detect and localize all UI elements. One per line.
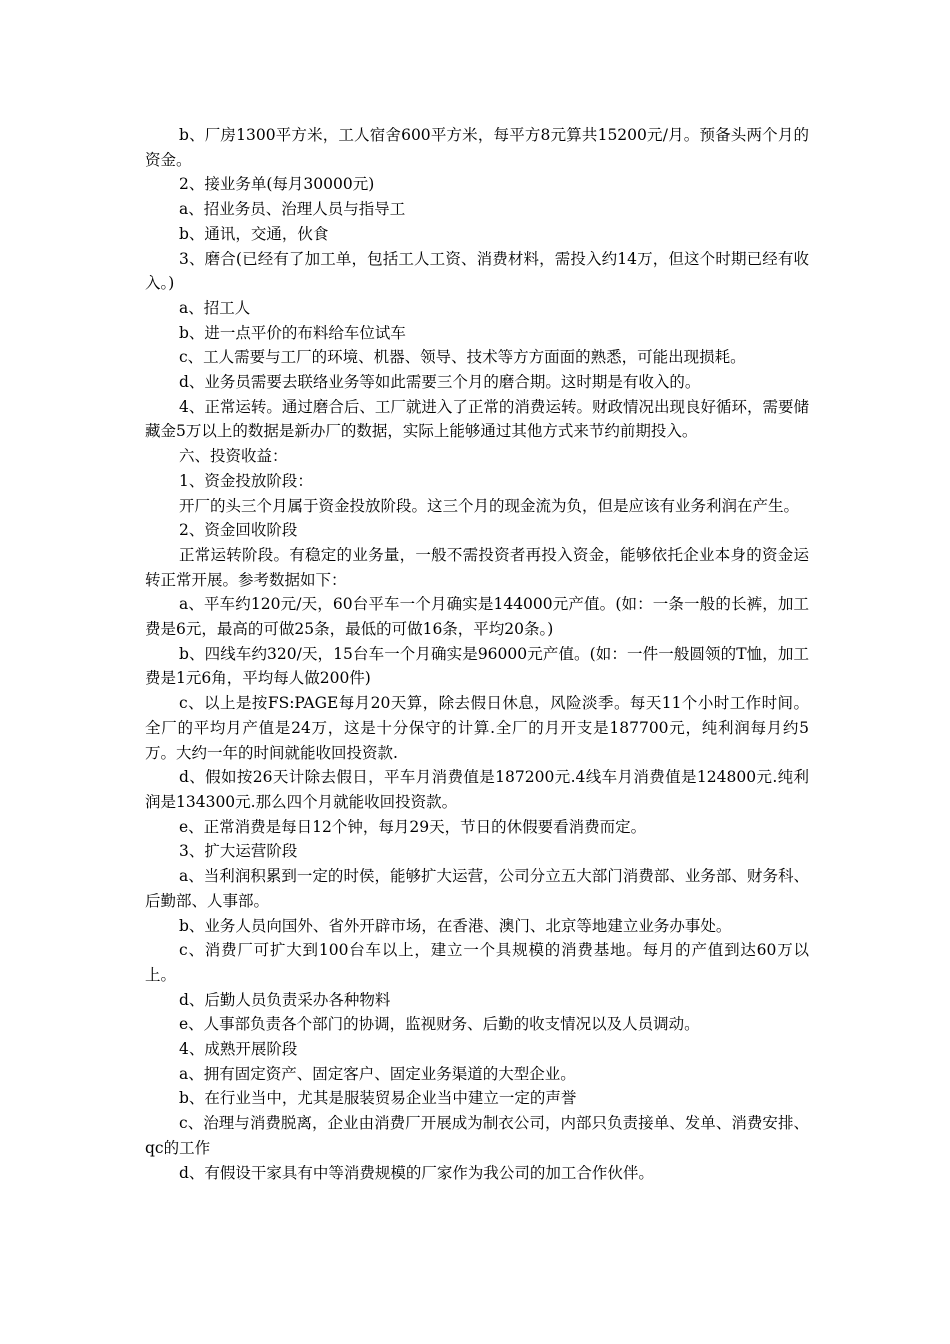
paragraph: 正常运转阶段。有稳定的业务量，一般不需投资者再投入资金，能够依托企业本身的资金运转正常开展。参考数据如下： (145, 545, 809, 589)
paragraph: d、有假设干家具有中等消费规模的厂家作为我公司的加工合作伙伴。 (179, 1163, 654, 1182)
paragraph: b、进一点平价的布料给车位试车 (179, 323, 406, 342)
paragraph: a、平车约120元/天，60台平车一个月确实是144000元产值。(如：一条一般的长裤，加工费是6元，最高的可做25条，最低的可做16条，平均20条。) (145, 595, 809, 639)
paragraph: 2、接业务单(每月30000元) (179, 175, 375, 194)
paragraph: d、假如按26天计除去假日，平车月消费值是187200元.4线车月消费值是124800元.纯利润是134300元.那么四个月就能收回投资款。 (145, 768, 809, 811)
paragraph: a、招工人 (179, 298, 251, 317)
paragraph: e、人事部负责各个部门的协调，监视财务、后勤的收支情况以及人员调动。 (179, 1015, 700, 1034)
paragraph: d、业务员需要去联络业务等如此需要三个月的磨合期。这时期是有收入的。 (179, 373, 701, 392)
paragraph: c、治理与消费脱离，企业由消费厂开展成为制衣公司，内部只负责接单、发单、消费安排、qc的工作 (145, 1114, 809, 1157)
paragraph: b、厂房1300平方米，工人宿舍600平方米，每平方8元算共15200元/月。预备头两个月的资金。 (145, 126, 809, 169)
paragraph: c、消费厂可扩大到100台车以上，建立一个具规模的消费基地。每月的产值到达60万以上。 (145, 941, 809, 984)
paragraph: a、拥有固定资产、固定客户、固定业务渠道的大型企业。 (179, 1064, 576, 1083)
paragraph: 4、正常运转。通过磨合后、工厂就进入了正常的消费运转。财政情况出现良好循环，需要储藏金5万以上的数据是新办厂的数据，实际上能够通过其他方式来节约前期投入。 (145, 397, 809, 441)
paragraph: c、以上是按FS:PAGE每月20天算，除去假日休息，风险淡季。每天11个小时工作时间。全厂的平均月产值是24万，这是十分保守的计算.全厂的月开支是187700元，纯利润每月约5万。大约一年的时间就能收回投资款. (145, 694, 809, 762)
paragraph: b、四线车约320/天，15台车一个月确实是96000元产值。(如：一件一般圆领的T恤，加工费是1元6角，平均每人做200件) (145, 644, 809, 688)
paragraph: a、招业务员、治理人员与指导工 (179, 200, 406, 219)
paragraph: e、正常消费是每日12个钟，每月29天，节日的休假要看消费而定。 (179, 817, 647, 836)
subsection-heading: 4、成熟开展阶段 (179, 1040, 298, 1059)
paragraph: 3、磨合(已经有了加工单，包括工人工资、消费材料，需投入约14万，但这个时期已经有收入。) (145, 249, 809, 293)
subsection-heading: 2、资金回收阶段 (179, 521, 298, 540)
subsection-heading: 3、扩大运营阶段 (179, 842, 298, 861)
paragraph: d、后勤人员负责采办各种物料 (179, 990, 391, 1009)
subsection-heading: 1、资金投放阶段： (179, 471, 313, 490)
paragraph: b、在行业当中，尤其是服装贸易企业当中建立一定的声誉 (179, 1089, 577, 1108)
paragraph: b、业务人员向国外、省外开辟市场，在香港、澳门、北京等地建立业务办事处。 (179, 916, 732, 935)
paragraph: c、工人需要与工厂的环境、机器、领导、技术等方方面面的熟悉，可能出现损耗。 (179, 348, 746, 367)
paragraph: b、通讯，交通，伙食 (179, 224, 329, 243)
paragraph: a、当利润积累到一定的时侯，能够扩大运营，公司分立五大部门消费部、业务部、财务科、后勤部、人事部。 (145, 867, 809, 910)
document-body (145, 123, 809, 1185)
paragraph: 开厂的头三个月属于资金投放阶段。这三个月的现金流为负，但是应该有业务利润在产生。 (179, 496, 800, 515)
section-heading: 六、投资收益： (179, 447, 288, 466)
